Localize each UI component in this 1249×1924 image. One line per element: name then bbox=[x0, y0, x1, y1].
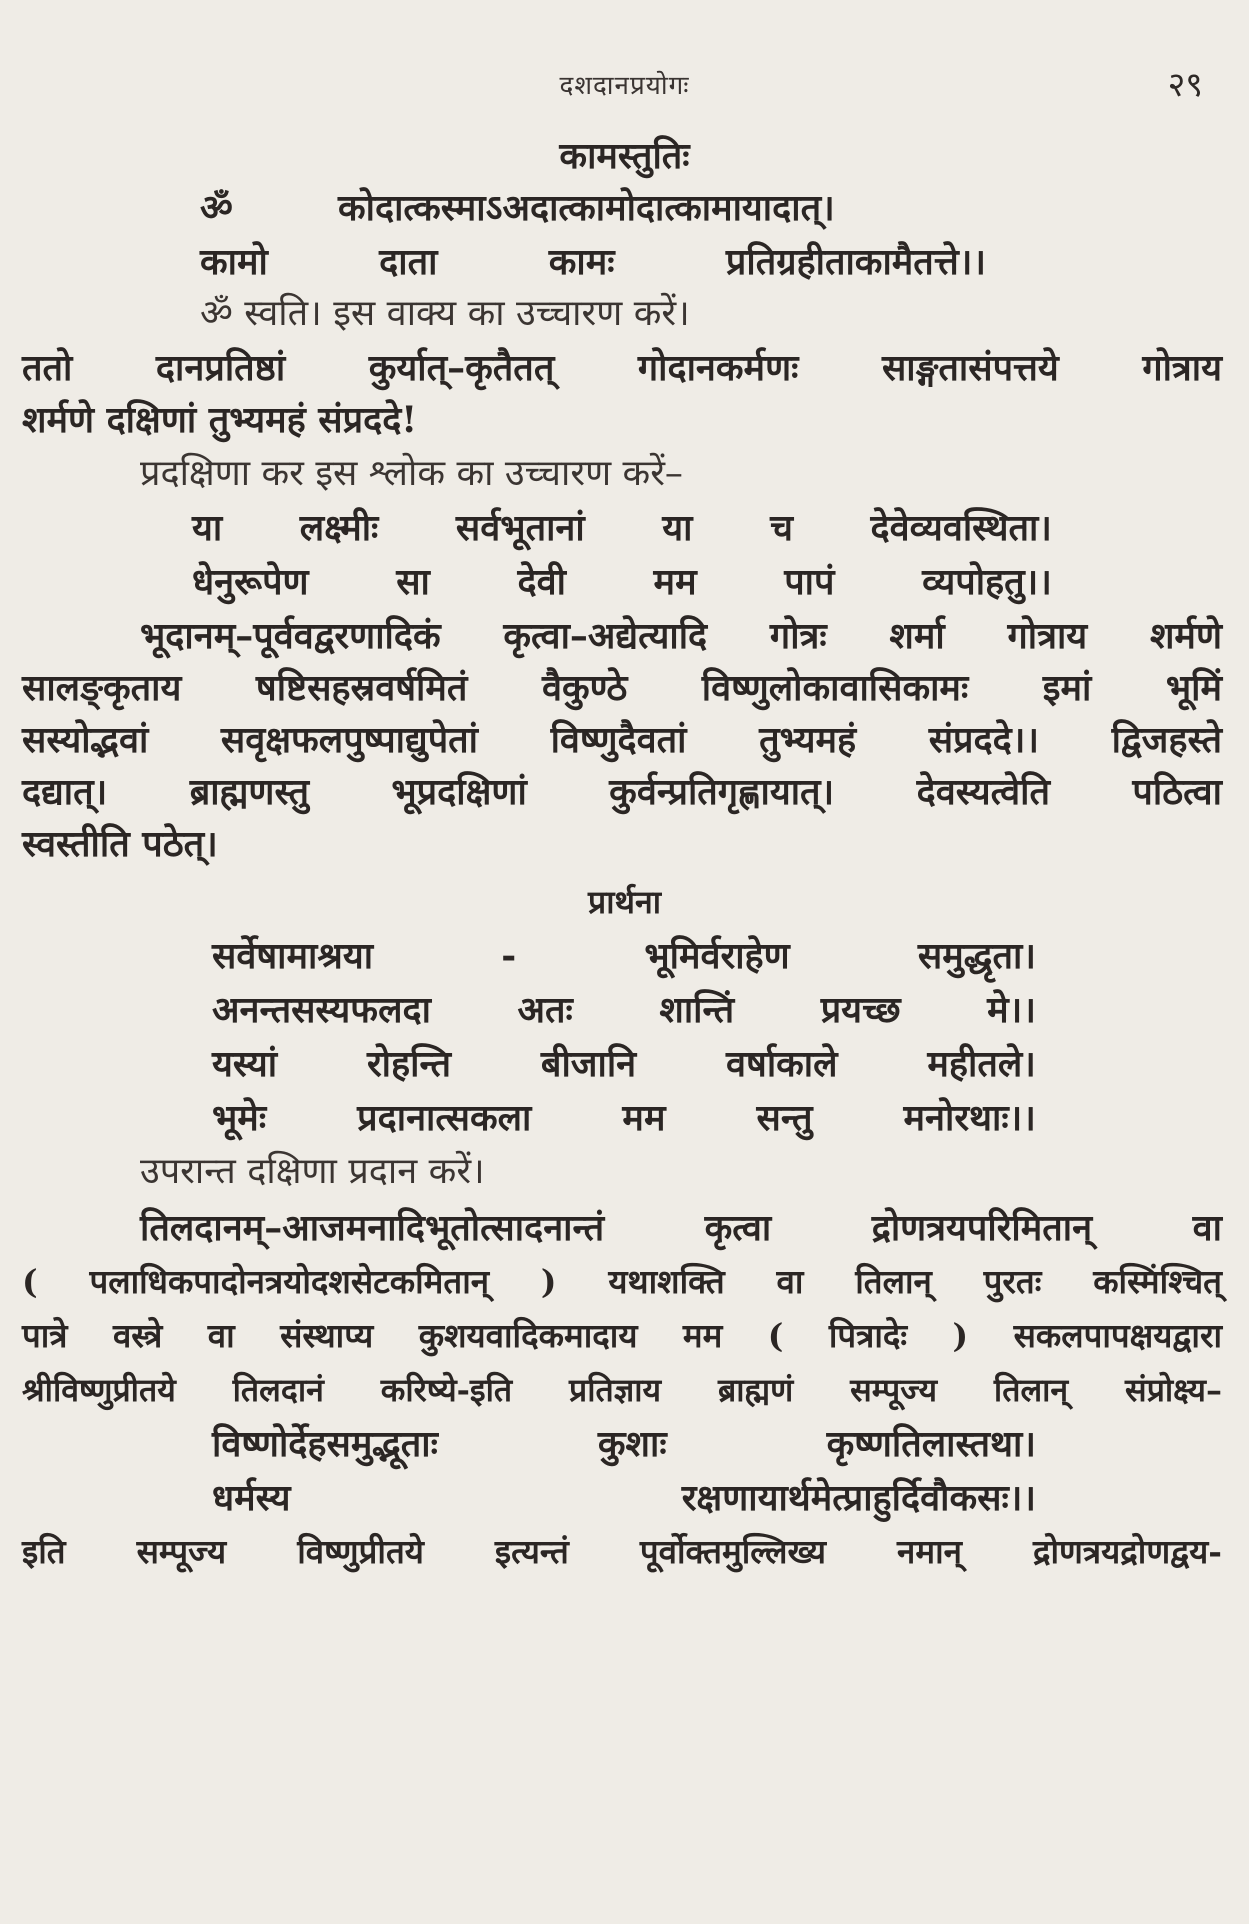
paragraph-line: इति सम्पूज्य विष्णुप्रीतये इत्यन्तं पूर्वोक्तमुल्लिख्य नमान् द्रोणत्रयद्रोणद्वय- bbox=[22, 1532, 1222, 1571]
verse-line bbox=[192, 558, 1052, 606]
om-symbol: ॐ bbox=[200, 187, 233, 229]
verse-word: धर्मस्य bbox=[212, 1477, 291, 1519]
paragraph-line: सस्योद्भवां सवृक्षफलपुष्पाद्युपेतां विष्णुदैवतां तुभ्यमहं संप्रददे।। द्विजहस्ते bbox=[22, 719, 1222, 761]
verse-word: शान्तिं bbox=[659, 989, 735, 1031]
paragraph-line: भूदानम्–पूर्ववद्वरणादिकं कृत्वा–अद्येत्यादि गोत्रः शर्मा गोत्राय शर्मणे bbox=[140, 615, 1222, 657]
verse-word: सर्वभूतानां bbox=[455, 507, 585, 549]
section-heading-prarthana: प्रार्थना bbox=[588, 883, 661, 921]
verse-line: कोदात्कस्माऽअदात्कामोदात्कामायादात्। bbox=[338, 187, 835, 229]
paragraph-line: शर्मणे दक्षिणां तुभ्यमहं संप्रददे! bbox=[22, 399, 418, 441]
verse-word: सर्वेषामाश्रया bbox=[212, 935, 374, 977]
verse-word: प्रयच्छ bbox=[820, 989, 901, 1031]
verse-word: कृष्णतिलास्तथा। bbox=[826, 1423, 1036, 1465]
verse-word: देवेव्यवस्थिता। bbox=[870, 507, 1052, 549]
verse-word: च bbox=[770, 507, 793, 549]
instruction-line: प्रदक्षिणा कर इस श्लोक का उच्चारण करें– bbox=[140, 453, 683, 494]
verse-word: सन्तु bbox=[756, 1097, 813, 1139]
paragraph-line: दद्यात्। ब्राह्मणस्तु भूप्रदक्षिणां कुर्वन्प्रतिगृह्णायात्। देवस्यत्वेति पठित्वा bbox=[22, 771, 1222, 813]
verse-word: कामः bbox=[548, 241, 615, 283]
verse-word: यस्यां bbox=[212, 1043, 278, 1085]
verse-line bbox=[212, 932, 1036, 980]
running-header: दशदानप्रयोगः bbox=[559, 71, 690, 101]
verse-word: भूमेः bbox=[212, 1097, 267, 1139]
verse-word: महीतले। bbox=[927, 1043, 1036, 1085]
verse-line bbox=[212, 1040, 1036, 1088]
verse-word: कामो bbox=[200, 241, 268, 283]
verse-line bbox=[212, 986, 1036, 1034]
paragraph-line: स्वस्तीति पठेत्। bbox=[22, 823, 218, 865]
instruction-line: ॐ स्वति। इस वाक्य का उच्चारण करें। bbox=[200, 293, 690, 334]
verse-word: या bbox=[192, 507, 223, 549]
verse-word: मम bbox=[622, 1097, 666, 1139]
verse-word: व्यपोहतु।। bbox=[922, 561, 1052, 603]
page-number: २९ bbox=[1167, 65, 1203, 105]
paragraph-line: सालङ्कृताय षष्टिसहस्रवर्षमितं वैकुण्ठे विष्णुलोकावासिकामः इमां भूमिं bbox=[22, 667, 1222, 709]
verse-word: मनोरथाः।। bbox=[903, 1097, 1036, 1139]
section-heading-kamastuti: कामस्तुतिः bbox=[559, 135, 690, 177]
verse-word: प्रदानात्सकला bbox=[357, 1097, 532, 1139]
verse-word: विष्णोर्देहसमुद्भूताः bbox=[212, 1423, 438, 1465]
verse-word: भूमिर्वराहेण bbox=[644, 935, 790, 977]
verse-word: रक्षणायार्थमेत्प्राहुर्दिवौकसः।। bbox=[681, 1477, 1036, 1519]
verse-word: सा bbox=[396, 561, 430, 603]
verse-word: वर्षाकाले bbox=[726, 1043, 838, 1085]
verse-word: मे।। bbox=[987, 989, 1036, 1031]
verse-line bbox=[200, 238, 986, 286]
verse-line bbox=[212, 1420, 1036, 1468]
verse-word: प्रतिग्रहीताकामैतत्ते।। bbox=[725, 241, 986, 283]
verse-word: या bbox=[662, 507, 693, 549]
verse-word: - bbox=[501, 935, 517, 977]
verse-line bbox=[212, 1474, 1036, 1522]
verse-word: लक्ष्मीः bbox=[299, 507, 379, 549]
paragraph-line: ( पलाधिकपादोनत्रयोदशसेटकमितान् ) यथाशक्ति वा तिलान् पुरतः कस्मिंश्चित् bbox=[22, 1262, 1222, 1301]
verse-word: अनन्तसस्यफलदा bbox=[212, 989, 431, 1031]
verse-word: रोहन्ति bbox=[366, 1043, 452, 1085]
verse-word: देवी bbox=[517, 561, 566, 603]
paragraph-line: पात्रे वस्त्रे वा संस्थाप्य कुशयवादिकमादाय मम ( पित्रादेः ) सकलपापक्षयद्वारा bbox=[22, 1316, 1222, 1355]
verse-word: समुद्धृता। bbox=[917, 935, 1036, 977]
instruction-line: उपरान्त दक्षिणा प्रदान करें। bbox=[140, 1151, 485, 1192]
verse-word: पापं bbox=[784, 561, 835, 603]
verse-word: बीजानि bbox=[540, 1043, 637, 1085]
paragraph-line: तिलदानम्–आजमनादिभूतोत्सादनान्तं कृत्वा द्रोणत्रयपरिमितान् वा bbox=[140, 1207, 1222, 1249]
verse-line bbox=[192, 504, 1052, 552]
verse-word: मम bbox=[653, 561, 697, 603]
verse-word: अतः bbox=[517, 989, 573, 1031]
paragraph-line: ततो दानप्रतिष्ठां कुर्यात्–कृतैतत् गोदानकर्मणः साङ्गतासंपत्तये गोत्राय bbox=[22, 347, 1222, 389]
verse-word: धेनुरूपेण bbox=[192, 561, 309, 603]
verse-word: कुशाः bbox=[597, 1423, 667, 1465]
verse-line bbox=[212, 1094, 1036, 1142]
verse-word: दाता bbox=[379, 241, 438, 283]
paragraph-line: श्रीविष्णुप्रीतये तिलदानं करिष्ये-इति प्रतिज्ञाय ब्राह्मणं सम्पूज्य तिलान् संप्रोक्ष्य– bbox=[22, 1371, 1222, 1409]
